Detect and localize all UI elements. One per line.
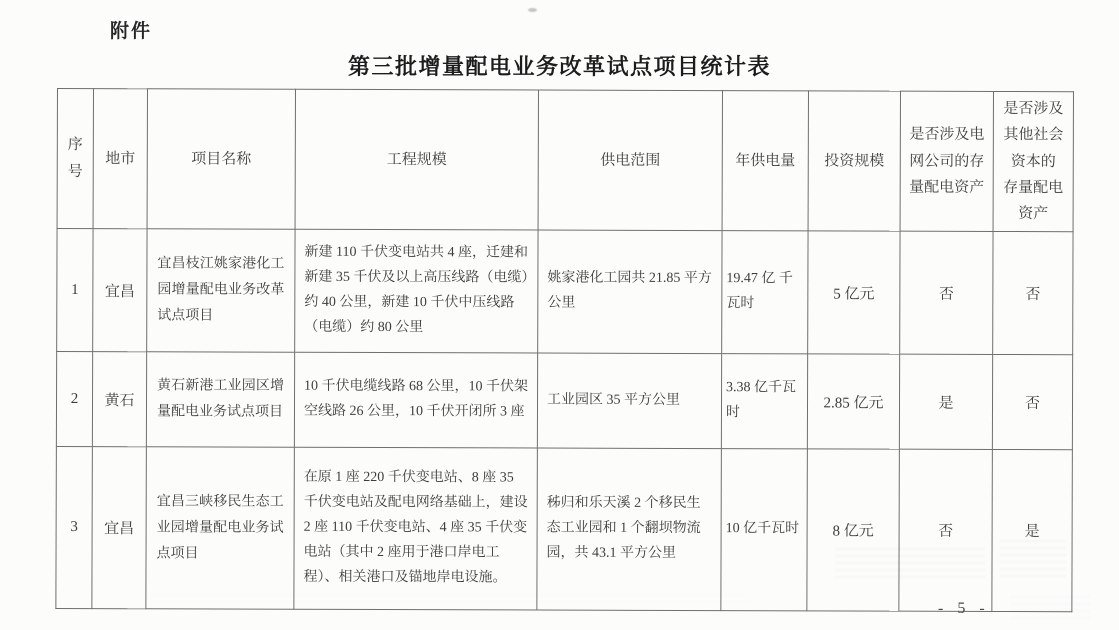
attachment-label: 附件 (110, 21, 153, 42)
cell-project-scale: 新建 110 千伏变电站共 4 座，迁建和新建 35 千伏及以上高压线路（电缆）约 40 公里，新建 10 千伏中压线路（电缆）约 80 公里 (295, 229, 538, 353)
document-title: 第三批增量配电业务改革试点项目统计表 (347, 54, 771, 79)
header-project-name: 项目名称 (147, 89, 295, 230)
cell-social-capital-assets: 否 (993, 232, 1073, 355)
table-row (56, 352, 1072, 450)
cell-supply-area: 秭归和乐天溪 2 个移民生态工业园和 1 个翻坝物流园，共 43.1 平方公里 (537, 448, 722, 611)
cell-project-name: 宜昌枝江姚家港化工园增量配电业务改革试点项目 (147, 229, 295, 352)
header-investment: 投资规模 (808, 91, 900, 232)
cell-project-scale: 在原 1 座 220 千伏变电站、8 座 35 千伏变电站及配电网络基础上，建设 2 座 110 千伏变电站、4 座 35 千伏变电站（其中 2 座用于港口岸电工程）、相关港口及锚地岸电设施。 (294, 447, 538, 610)
cell-grid-company-assets: 否 (899, 449, 993, 611)
cell-investment: 5 亿元 (808, 231, 900, 354)
cell-seq: 2 (56, 352, 92, 447)
table-row (56, 447, 1073, 612)
header-annual-supply: 年供电量 (722, 91, 808, 232)
cell-seq: 3 (56, 447, 93, 609)
cell-project-name: 黄石新港工业园区增量配电业务试点项目 (146, 352, 294, 447)
scan-speck-artifact (528, 8, 537, 12)
cell-seq: 1 (57, 229, 93, 352)
cell-investment: 8 亿元 (807, 449, 900, 611)
statistics-table-wrapper (55, 88, 1073, 612)
cell-annual-supply: 19.47 亿 千瓦时 (722, 231, 808, 354)
cell-city: 黄石 (92, 352, 146, 447)
cell-city: 宜昌 (92, 447, 147, 609)
cell-project-name: 宜昌三峡移民生态工业园增量配电业务试点项目 (146, 447, 295, 609)
table-row (57, 229, 1073, 355)
header-city: 地市 (93, 89, 147, 229)
header-supply-area: 供电范围 (538, 90, 722, 231)
table-header-row (57, 89, 1073, 232)
cell-supply-area: 工业园区 35 平方公里 (537, 353, 721, 449)
cell-social-capital-assets: 否 (992, 355, 1072, 450)
header-seq: 序号 (57, 89, 93, 229)
cell-social-capital-assets: 是 (992, 450, 1073, 612)
header-project-scale: 工程规模 (295, 89, 538, 230)
cell-grid-company-assets: 是 (899, 354, 992, 449)
cell-grid-company-assets: 否 (900, 231, 993, 354)
header-grid-company-assets: 是否涉及电 网公司的存 量配电资产 (900, 91, 993, 232)
cell-investment: 2.85 亿元 (807, 354, 899, 449)
cell-annual-supply: 3.38 亿千瓦时 (721, 354, 807, 449)
cell-supply-area: 姚家港化工园共 21.85 平方公里 (538, 230, 722, 354)
cell-project-scale: 10 千伏电缆线路 68 公里，10 千伏架空线路 26 公里，10 千伏开闭所 3 座 (294, 352, 537, 448)
cell-annual-supply: 10 亿千瓦时 (721, 449, 808, 611)
cell-city: 宜昌 (93, 229, 147, 352)
statistics-table (55, 88, 1074, 612)
header-social-capital-assets: 是否涉及 其他社会 资本的 存量配电 资产 (993, 91, 1073, 232)
page-number: - 5 - (938, 600, 990, 617)
